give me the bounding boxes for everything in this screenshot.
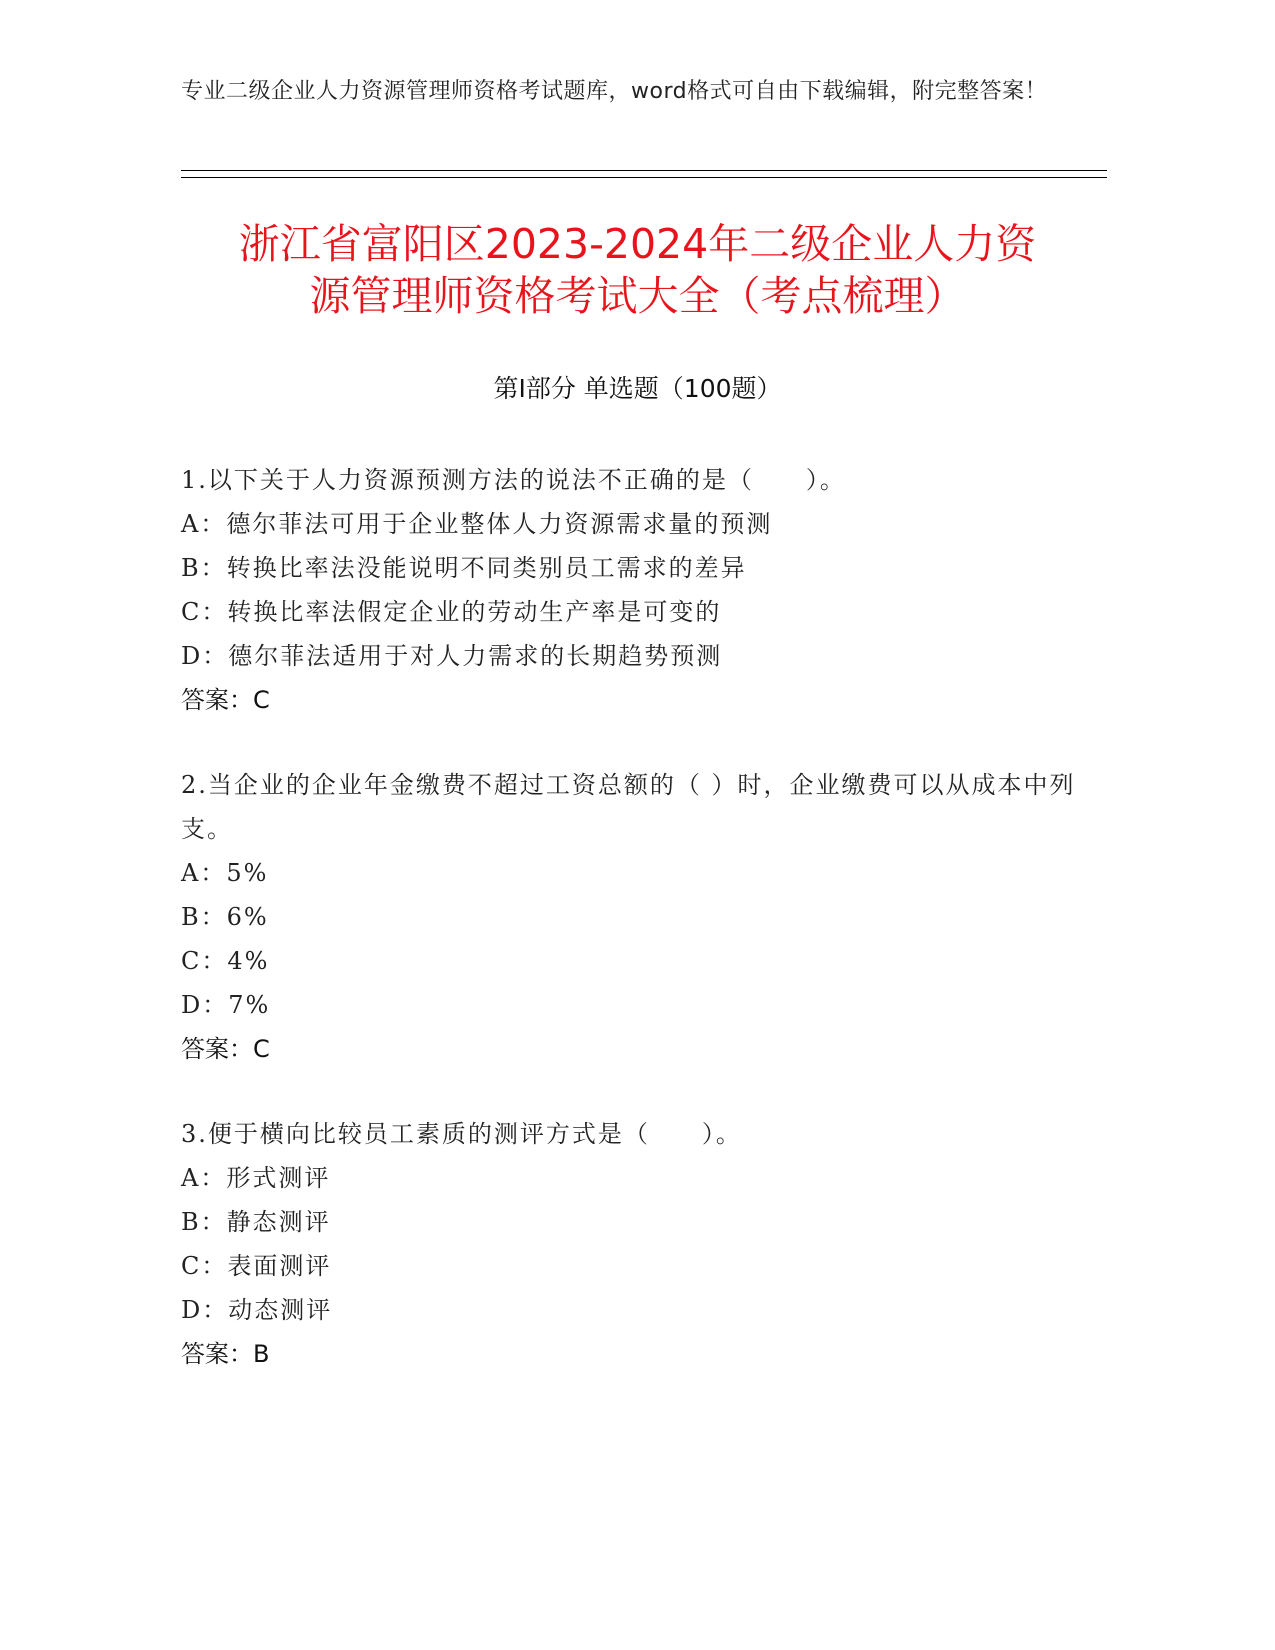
- option-c: C：表面测评: [181, 1252, 332, 1280]
- question-stem: 1.以下关于人力资源预测方法的说法不正确的是（ ）。: [181, 466, 846, 494]
- question-1: [181, 458, 1081, 722]
- option-a: A：德尔菲法可用于企业整体人力资源需求量的预测: [181, 510, 773, 538]
- question-stem: 3.便于横向比较员工素质的测评方式是（ ）。: [181, 1120, 742, 1148]
- option-a: A：形式测评: [181, 1164, 331, 1192]
- question-list: [181, 458, 1081, 1417]
- option-b: B：6%: [181, 903, 269, 931]
- answer: 答案：C: [181, 686, 270, 714]
- document-title-line-1: 浙江省富阳区2023-2024年二级企业人力资: [238, 220, 1037, 268]
- option-d: D：德尔菲法适用于对人力需求的长期趋势预测: [181, 642, 723, 670]
- header-divider-top: [181, 170, 1107, 171]
- answer: 答案：B: [181, 1340, 270, 1368]
- option-d: D：动态测评: [181, 1296, 333, 1324]
- answer: 答案：C: [181, 1035, 270, 1063]
- option-c: C：4%: [181, 947, 270, 975]
- header-divider-bottom: [181, 177, 1107, 178]
- question-stem: 2.当企业的企业年金缴费不超过工资总额的（ ）时，企业缴费可以从成本中列支。: [181, 771, 1076, 843]
- document-title-line-2: 源管理师资格考试大全（考点梳理）: [309, 272, 966, 320]
- option-b: B：静态测评: [181, 1208, 331, 1236]
- option-b: B：转换比率法没能说明不同类别员工需求的差异: [181, 554, 747, 582]
- header-note: 专业二级企业人力资源管理师资格考试题库，word格式可自由下载编辑，附完整答案！: [181, 79, 1048, 104]
- document-title: [150, 218, 1125, 322]
- question-3: [181, 1112, 1081, 1376]
- option-c: C：转换比率法假定企业的劳动生产率是可变的: [181, 598, 722, 626]
- option-d: D：7%: [181, 991, 271, 1019]
- section-heading: 第Ⅰ部分 单选题（100题）: [493, 374, 782, 403]
- question-2: [181, 763, 1081, 1071]
- option-a: A：5%: [181, 859, 269, 887]
